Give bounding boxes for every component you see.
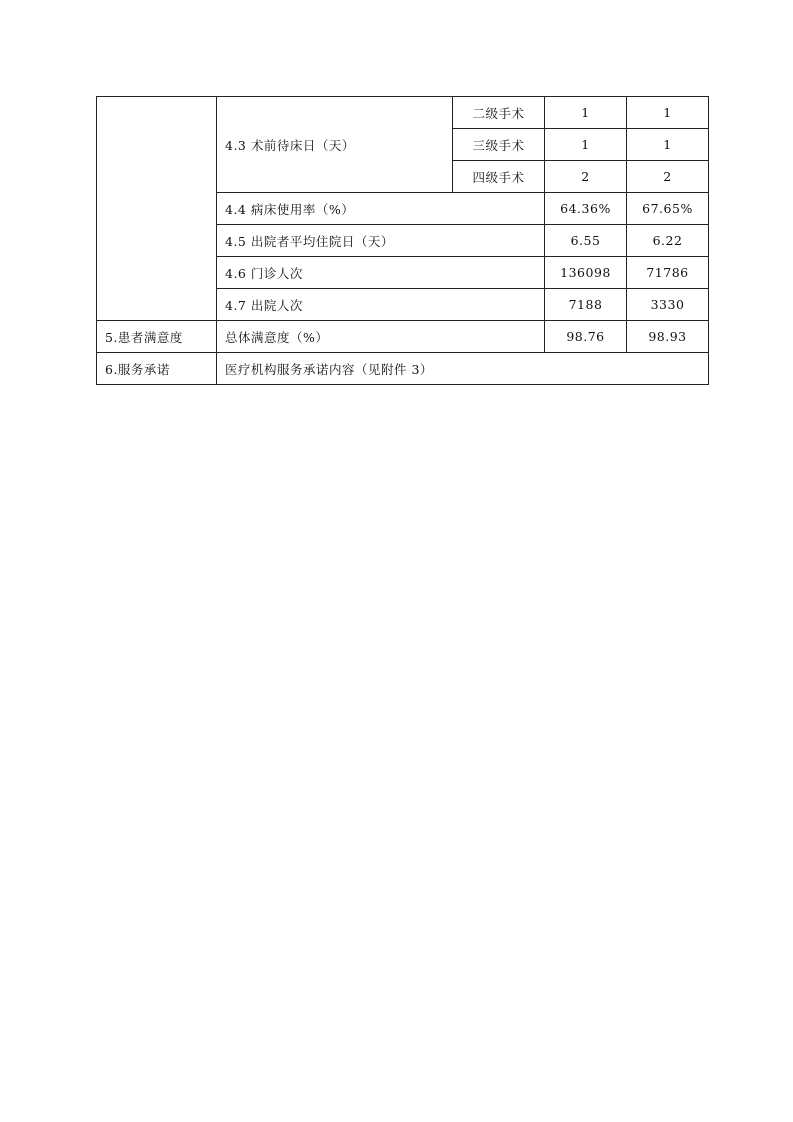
- value-cell: 98.93: [627, 321, 709, 353]
- value-cell: 1: [627, 97, 709, 129]
- item-outpatient-visits: 4.6 门诊人次: [217, 257, 545, 289]
- table-row-surgery-level-2: [97, 97, 709, 129]
- surgery-level-label: 二级手术: [453, 97, 545, 129]
- item-discharges: 4.7 出院人次: [217, 289, 545, 321]
- value-cell: 98.76: [545, 321, 627, 353]
- value-cell: 71786: [627, 257, 709, 289]
- value-cell: 6.55: [545, 225, 627, 257]
- value-cell: 6.22: [627, 225, 709, 257]
- value-cell: 3330: [627, 289, 709, 321]
- value-cell: 7188: [545, 289, 627, 321]
- value-cell: 67.65%: [627, 193, 709, 225]
- value-cell: 64.36%: [545, 193, 627, 225]
- table-row-satisfaction: [97, 321, 709, 353]
- item-average-stay: 4.5 出院者平均住院日（天）: [217, 225, 545, 257]
- value-cell: 2: [545, 161, 627, 193]
- item-overall-satisfaction: 总体满意度（%）: [217, 321, 545, 353]
- value-cell: 136098: [545, 257, 627, 289]
- service-commitment-content: 医疗机构服务承诺内容（见附件 3）: [217, 353, 709, 385]
- value-cell: 1: [545, 97, 627, 129]
- hospital-indicator-table: [96, 96, 709, 385]
- category-service-commitment: 6.服务承诺: [97, 353, 217, 385]
- value-cell: 1: [627, 129, 709, 161]
- category-patient-satisfaction: 5.患者满意度: [97, 321, 217, 353]
- item-surgery-wait-days: 4.3 术前待床日（天）: [217, 97, 453, 193]
- category-cell-operations: [97, 97, 217, 321]
- item-bed-usage-rate: 4.4 病床使用率（%）: [217, 193, 545, 225]
- table-row-service-commitment: [97, 353, 709, 385]
- surgery-level-label: 三级手术: [453, 129, 545, 161]
- surgery-level-label: 四级手术: [453, 161, 545, 193]
- value-cell: 2: [627, 161, 709, 193]
- value-cell: 1: [545, 129, 627, 161]
